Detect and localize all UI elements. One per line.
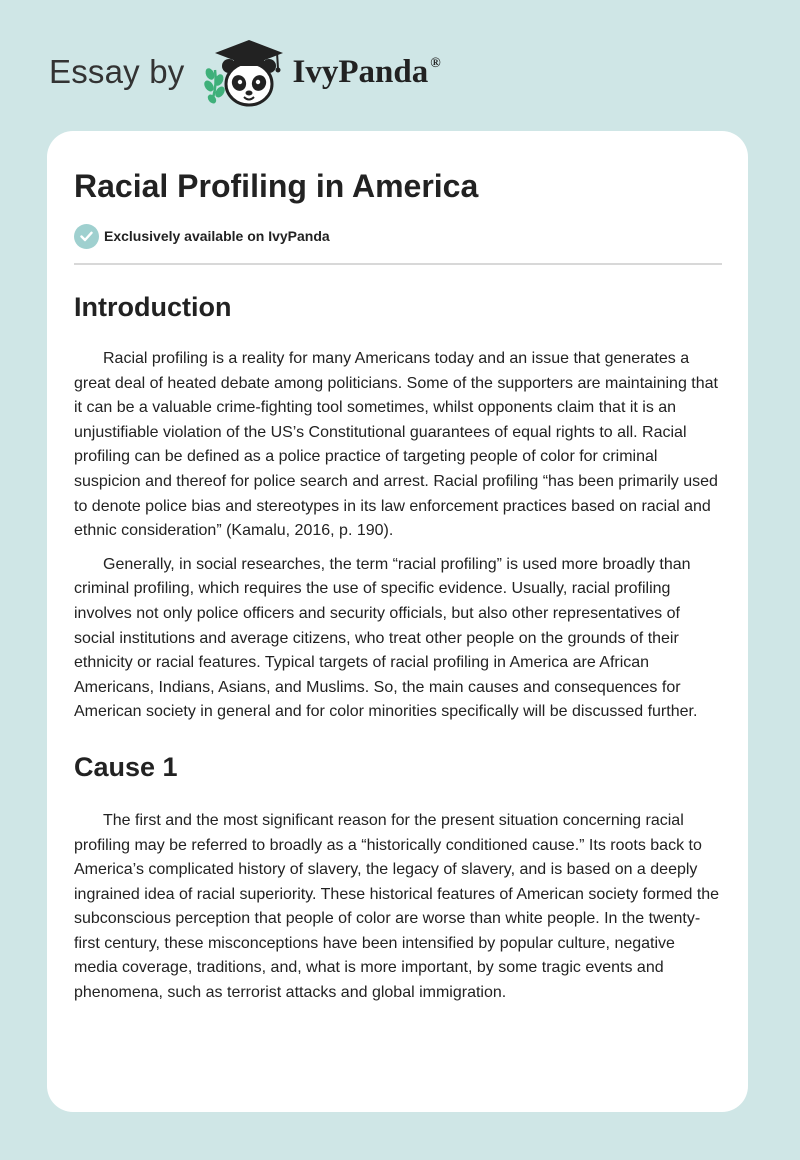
page-title: Racial Profiling in America <box>74 168 479 204</box>
brand-name-text: IvyPanda <box>292 53 429 90</box>
section-introduction <box>74 291 722 725</box>
exclusive-label: Exclusively available on IvyPanda <box>104 228 330 244</box>
paragraph: The first and the most significant reason for the present situation concerning racial profiling may be referred to broadly as a “historically conditioned cause.” Its roots back to America’s complicated history of slavery, the legacy of slavery, and is based on a deeply ingrained idea of racial superiority. These historical features of American society formed the subconscious perception that people of color are worse than white people. In the twenty-first century, these misconceptions have been intensified by popular culture, negative media coverage, traditions, and, what is more important, by some tragic events and phenomena, such as terrorist attacks and global immigration. <box>74 811 720 1002</box>
divider <box>74 263 722 265</box>
paragraph: Racial profiling is a reality for many Americans today and an issue that generates a great deal of heated debate among politicians. Some of the supporters are maintaining that it can be a valuable crime-fighting tool sometimes, whilst opponents claim that it is an unjustifiable violation of the US’s Constitutional guarantees of equal rights to all. Racial profiling can be defined as a police practice of targeting people of color for criminal suspicion and thereof for police search and arrest. Racial profiling “has been primarily used to denote police bias and stereotypes in its law enforcement practices based on racial and ethnic consideration” (Kamalu, 2016, p. 190). <box>74 350 718 540</box>
essay-card <box>47 131 748 1112</box>
brand-prefix: Essay by <box>49 53 185 90</box>
brand-name <box>293 54 441 91</box>
registered-mark: ® <box>430 55 441 71</box>
panda-graduate-icon <box>203 36 289 108</box>
check-icon <box>74 224 99 249</box>
brand-logo[interactable] <box>49 36 441 108</box>
section-heading: Introduction <box>74 292 232 322</box>
exclusive-badge <box>74 223 722 249</box>
section-heading: Cause 1 <box>74 751 178 782</box>
paragraph: Generally, in social researches, the term “racial profiling” is used more broadly than criminal profiling, which requires the use of specific evidence. Usually, racial profiling involves not only police officers and security officials, but also other representatives of social institutions and average citizens, who treat other people on the grounds of their ethnicity or racial features. Typical targets of racial profiling in America are African Americans, Indians, Asians, and Muslims. So, the main causes and consequences for American society in general and for color minorities specifically will be discussed further. <box>74 555 698 721</box>
section-cause-1 <box>74 751 722 1006</box>
